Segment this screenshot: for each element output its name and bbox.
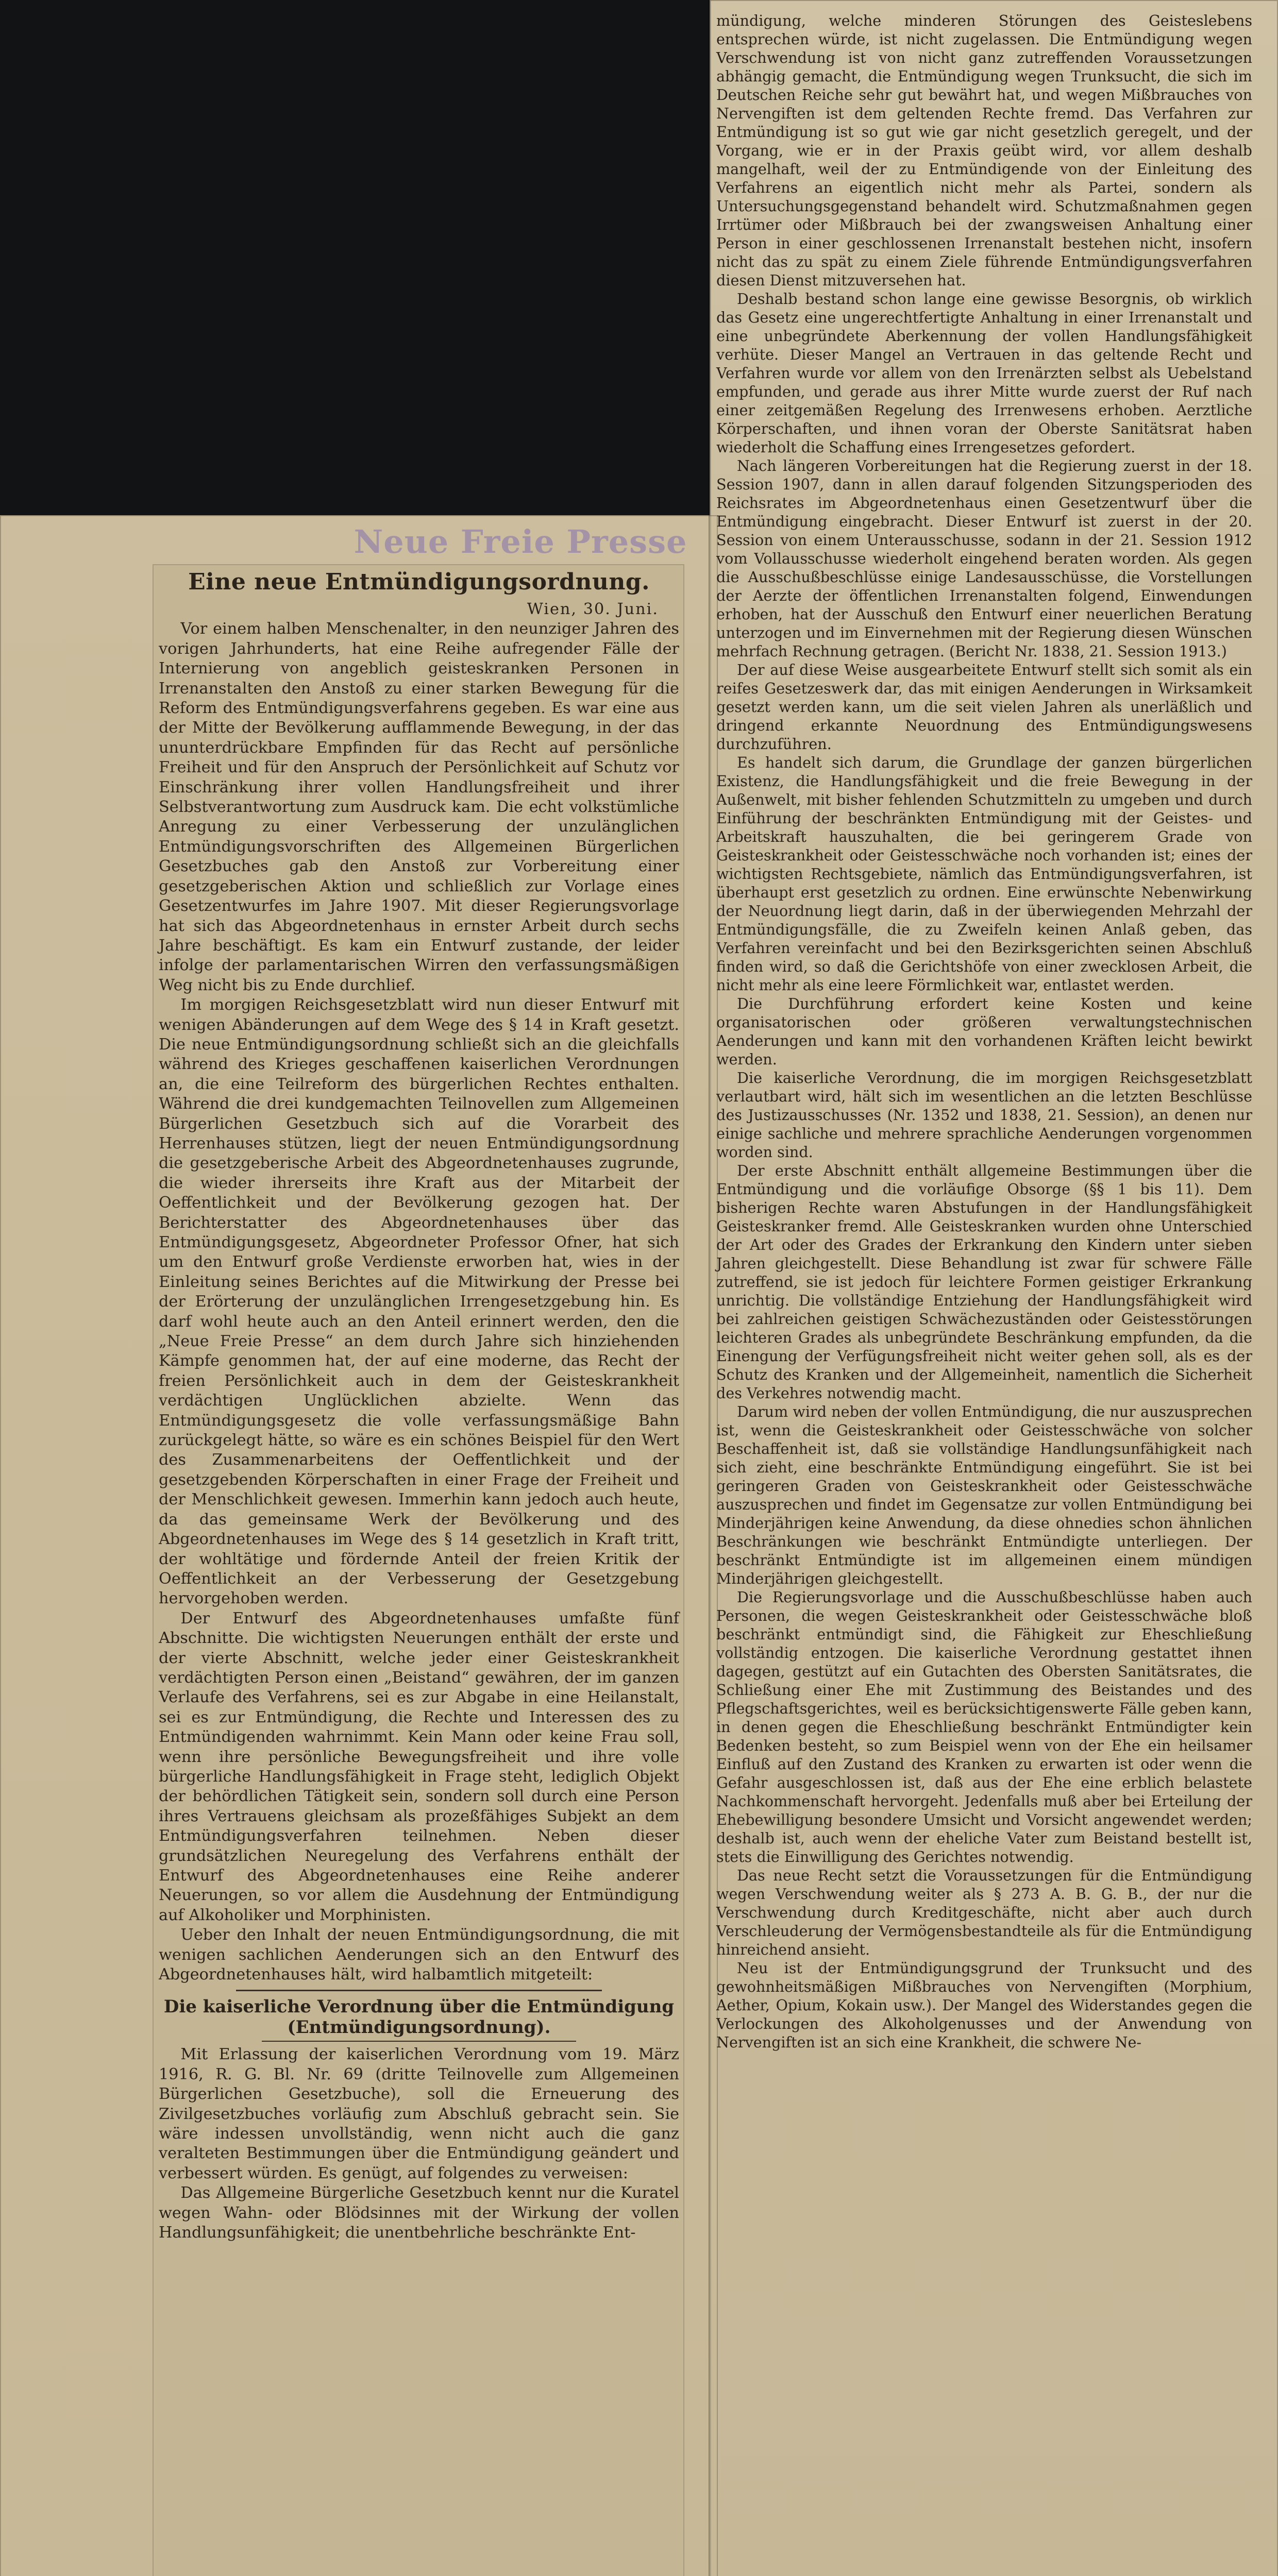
paragraph: Die Regierungsvorlage und die Ausschußbeschlüsse haben auch Personen, die wegen Geisteskrankheit oder Geistesschwäche bloß beschränkt entmündigt sind, die Fähigkeit zur Eheschließung vollständig entzogen. Die kaiserliche Verordnung gestattet ihnen dagegen, gestützt auf ein Gutachten des Obersten Sanitätsrates, die Schließung einer Ehe mit Zustimmung des Beistandes und des Pflegschaftsgerichtes, weil es berücksichtigenswerte Fälle geben kann, in denen gegen die Eheschließung beschränkt Entmündigter kein Bedenken besteht, so zum Beispiel wenn von der Ehe ein heilsamer Einfluß auf den Zustand des Kranken zu erwarten ist oder wenn die Gefahr ausgeschlossen ist, daß aus der Ehe eine erblich belastete Nachkommenschaft hervorgeht. Jedenfalls muß aber bei Erteilung der Ehebewilligung besondere Umsicht und Vorsicht angewendet werden; deshalb ist, auch wenn der eheliche Vater zum Beistand bestellt ist, stets die Einwilligung des Gerichtes notwendig. <box>716 1588 1252 1866</box>
paragraph: Ueber den Inhalt der neuen Entmündigungsordnung, die mit wenigen sachlichen Aenderungen sich an den Entwurf des Abgeordnetenhauses hält, wird halbamtlich mitgeteilt: <box>159 1926 679 1984</box>
paragraph: Der erste Abschnitt enthält allgemeine Bestimmungen über die Entmündigung und die vorläufige Obsorge (§§ 1 bis 11). Dem bisherigen Rechte waren Abstufungen in der Handlungsfähigkeit Geisteskranker fremd. Alle Geisteskranken wurden ohne Unterschied der Art oder des Grades der Erkrankung den Kindern unter sieben Jahren gleichgestellt. Diese Behandlung ist zwar für schwere Fälle zutreffend, sie ist jedoch für leichtere Formen geistiger Erkrankung unrichtig. Die vollständige Entziehung der Handlungsfähigkeit wird bei zahlreichen geistigen Schwächezuständen oder Geistesstörungen leichteren Grades als unbegründete Beschränkung empfunden, da die Einengung der Verfügungsfreiheit nicht weiter gehen soll, als es der Schutz des Kranken und der Allgemeinheit, namentlich die Sicherheit des Verkehres notwendig macht. <box>716 1162 1252 1402</box>
paragraph: Die kaiserliche Verordnung, die im morgigen Reichsgesetzblatt verlautbart wird, hält sich im wesentlichen an die letzten Beschlüsse des Justizausschusses (Nr. 1352 und 1838, 21. Session), an denen nur einige sachliche und mehrere sprachliche Aenderungen vorgenommen worden sind. <box>716 1069 1252 1161</box>
paragraph: Im morgigen Reichsgesetzblatt wird nun dieser Entwurf mit wenigen Abänderungen auf dem Wege des § 14 in Kraft gesetzt. Die neue Entmündigungsordnung schließt sich an die gleichfalls während des Krieges geschaffenen kaiserlichen Verordnungen an, die eine Teilreform des bürgerlichen Rechtes enthalten. Während die drei kundgemachten Teilnovellen zum Allgemeinen Bürgerlichen Gesetzbuch sich auf die Vorarbeit des Herrenhauses stützen, liegt der neuen Entmündigungsordnung die gesetzgeberische Arbeit des Abgeordnetenhauses zugrunde, die wieder ihrerseits ihre Kraft aus der Mitarbeit der Oeffentlichkeit und der Bevölkerung gezogen hat. Der Berichterstatter des Abgeordnetenhauses über das Entmündigungsgesetz, Abgeordneter Professor Ofner, hat sich um den Entwurf große Verdienste erworben hat, wies in der Einleitung seines Berichtes auf die Mitwirkung der Presse bei der Erörterung der unzulänglichen Irrengesetzgebung hin. Es darf wohl heute auch an den Anteil erinnert werden, den die „Neue Freie Presse“ an dem durch Jahre sich hinziehenden Kämpfe genommen hat, der auf eine moderne, das Recht der freien Persönlichkeit auch in dem der Geisteskrankheit verdächtigen Unglücklichen abzielte. Wenn das Entmündigungsgesetz die volle verfassungsmäßige Bahn zurückgelegt hätte, so wäre es ein schönes Beispiel für den Wert des Zusammenarbeitens der Oeffentlichkeit und der gesetzgebenden Körperschaften in einer Frage der Freiheit und der Menschlichkeit gewesen. Immerhin kann jedoch auch heute, da das gemeinsame Werk der Bevölkerung und des Abgeordnetenhauses im Wege des § 14 gesetzlich in Kraft tritt, der wohltätige und fördernde Anteil der freien Kritik der Oeffentlichkeit an der Verbesserung der Gesetzgebung hervorgehoben werden. <box>159 996 679 1608</box>
continuation-column <box>716 11 1252 2052</box>
paragraph: Mit Erlassung der kaiserlichen Verordnung vom 19. März 1916, R. G. Bl. Nr. 69 (dritte Teilnovelle zum Allgemeinen Bürgerlichen Gesetzbuche), soll die Erneuerung des Zivilgesetzbuches vorläufig zum Abschluß gebracht sein. Sie wäre indessen unvollständig, wenn nicht auch die ganz veralteten Bestimmungen über die Entmündigung geändert und verbessert würden. Es genügt, auf folgendes zu verweisen: <box>159 2045 679 2182</box>
newspaper-masthead: Neue Freie Presse <box>354 523 687 561</box>
paragraph: mündigung, welche minderen Störungen des Geisteslebens entsprechen würde, ist nicht zugelassen. Die Entmündigung wegen Verschwendung ist von nicht ganz zutreffenden Voraussetzungen abhängig gemacht, die Entmündigung wegen Trunksucht, die sich im Deutschen Reiche sehr gut bewährt hat, und wegen Mißbrauches von Nervengiften ist dem geltenden Rechte fremd. Das Verfahren zur Entmündigung ist so gut wie gar nicht gesetzlich geregelt, und der Vorgang, wie er in der Praxis geübt wird, vor allem deshalb mangelhaft, weil der zu Entmündigende von der Einleitung des Verfahrens an eigentlich nicht mehr als Partei, sondern als Untersuchungsgegenstand behandelt wird. Schutzmaßnahmen gegen Irrtümer oder Mißbrauch bei der zwangsweisen Anhaltung einer Person in einer geschlossenen Irrenanstalt bestehen nicht, insofern nicht das zu spät zu einem Ziele führende Entmündigungsverfahren diesen Dienst mitzuversehen hat. <box>716 12 1252 289</box>
section-divider <box>262 2041 576 2042</box>
section-heading-line: Die kaiserliche Verordnung über die Entmündigung <box>163 1996 675 2018</box>
paragraph: Der Entwurf des Abgeordnetenhauses umfaßte fünf Abschnitte. Die wichtigsten Neuerungen enthält der erste und der vierte Abschnitt, welche jeder einer Geisteskrankheit verdächtigten Person einen „Beistand“ gewähren, der im ganzen Verlaufe des Verfahrens, sei es zur Abgabe in eine Heilanstalt, sei es zur Entmündigung, die Rechte und Interessen des zu Entmündigenden wahrnimmt. Kein Mann oder keine Frau soll, wenn ihre persönliche Bewegungsfreiheit und ihre volle bürgerliche Handlungsfähigkeit in Frage steht, lediglich Objekt der behördlichen Tätigkeit sein, sondern soll durch eine Person ihres Vertrauens gleichsam als prozeßfähiges Subjekt an dem Entmündigungsverfahren teilnehmen. Neben dieser grundsätzlichen Neuregelung des Verfahrens enthält der Entwurf des Abgeordnetenhauses eine Reihe anderer Neuerungen, so vor allem die Ausdehnung der Entmündigung auf Alkoholiker und Morphinisten. <box>159 1609 679 1924</box>
paragraph: Vor einem halben Menschenalter, in den neunziger Jahren des vorigen Jahrhunderts, hat eine Reihe aufregender Fälle der Internierung von angeblich geisteskranken Personen in Irrenanstalten den Anstoß zu einer starken Bewegung für die Reform des Entmündigungsverfahrens gegeben. Es war eine aus der Mitte der Bevölkerung aufflammende Bewegung, in der das ununterdrückbare Empfinden für das Recht auf persönliche Freiheit und für den Anspruch der Persönlichkeit auf Schutz vor Einschränkung ihrer vollen Handlungsfreiheit und ihrer Selbstverantwortung zum Ausdruck kam. Die echt volkstümliche Anregung zu einer Verbesserung der unzulänglichen Entmündigungsvorschriften des Allgemeinen Bürgerlichen Gesetzbuches gab den Anstoß zur Vorbereitung einer gesetzgeberischen Aktion und schließlich zur Vorlage eines Gesetzentwurfes im Jahre 1907. Mit dieser Regierungsvorlage hat sich das Abgeordnetenhaus in ernster Arbeit durch sechs Jahre beschäftigt. Es kam ein Entwurf zustande, der leider infolge der parlamentarischen Wirren den verfassungsmäßigen Weg nicht bis zu Ende durchlief. <box>159 620 679 994</box>
paragraph: Die Durchführung erfordert keine Kosten und keine organisatorischen oder größeren verwaltungstechnischen Aenderungen und kann mit den vorhandenen Kräften leicht bewirkt werden. <box>716 995 1252 1068</box>
article-column <box>159 567 679 2243</box>
paragraph: Darum wird neben der vollen Entmündigung, die nur auszusprechen ist, wenn die Geisteskrankheit oder Geistesschwäche von solcher Beschaffenheit ist, daß sie vollständige Handlungsunfähigkeit nach sich zieht, eine beschränkte Entmündigung eingeführt. Sie ist bei geringeren Graden von Geisteskrankheit oder Geistesschwäche auszusprechen und findet im Gegensatze zur vollen Entmündigung bei Minderjährigen keine Anwendung, da diese ohnedies schon ähnlichen Beschränkungen wie beschränkt Entmündigte unterliegen. Der beschränkt Entmündigte ist im allgemeinen einem mündigen Minderjährigen gleichgestellt. <box>716 1403 1252 1587</box>
paragraph: Das Allgemeine Bürgerliche Gesetzbuch kennt nur die Kuratel wegen Wahn- oder Blödsinnes mit der Wirkung der vollen Handlungsunfähigkeit; die unentbehrliche beschränkte Ent- <box>159 2184 679 2242</box>
section-heading-line: (Entmündigungsordnung). <box>287 2017 551 2038</box>
fold-shadow <box>709 0 712 2576</box>
section-divider <box>236 1990 602 1991</box>
paragraph: Nach längeren Vorbereitungen hat die Regierung zuerst in der 18. Session 1907, dann in allen darauf folgenden Sitzungsperioden des Reichsrates im Abgeordnetenhaus einen Gesetzentwurf über die Entmündigung eingebracht. Dieser Entwurf ist zuerst in der 20. Session von einem Unterausschusse, sodann in der 21. Session 1912 vom Vollausschusse wiederholt eingehend beraten worden. Als gegen die Ausschußbeschlüsse einige Landesausschüsse, die Vorstellungen der Aerzte der öffentlichen Irrenanstalten folgend, Einwendungen erhoben, hat der Ausschuß den Entwurf einer neuerlichen Beratung unterzogen und im Einvernehmen mit der Regierung diesen Wünschen mehrfach Rechnung getragen. (Bericht Nr. 1838, 21. Session 1913.) <box>716 457 1252 660</box>
article-dateline: Wien, 30. Juni. <box>527 600 659 618</box>
paragraph: Der auf diese Weise ausgearbeitete Entwurf stellt sich somit als ein reifes Gesetzeswerk dar, das mit einigen Aenderungen in Wirksamkeit gesetzt werden kann, um die seit vielen Jahren als unerläßlich und dringend erkannte Neuordnung des Entmündigungswesens durchzuführen. <box>716 661 1252 753</box>
paragraph: Deshalb bestand schon lange eine gewisse Besorgnis, ob wirklich das Gesetz eine ungerechtfertigte Anhaltung in einer Irrenanstalt und eine unbegründete Aberkennung der vollen Handlungsfähigkeit verhüte. Dieser Mangel an Vertrauen in das geltende Recht und Verfahren wurde vor allem von den Irrenärzten selbst als Uebelstand empfunden, und gerade aus ihrer Mitte wurde zuerst der Ruf nach einer zeitgemäßen Regelung des Irrenwesens erhoben. Aerztliche Körperschaften, und ihnen voran der Oberste Sanitätsrat haben wiederholt die Schaffung eines Irrengesetzes gefordert. <box>716 290 1252 456</box>
paragraph: Neu ist der Entmündigungsgrund der Trunksucht und des gewohnheitsmäßigen Mißbrauches von Nervengiften (Morphium, Aether, Opium, Kokain usw.). Der Mangel des Widerstandes gegen die Verlockungen des Alkoholgenusses und der Anwendung von Nervengiften ist an sich eine Krankheit, die schwere Ne- <box>716 1959 1252 2051</box>
section-heading <box>159 1996 679 2038</box>
paragraph: Es handelt sich darum, die Grundlage der ganzen bürgerlichen Existenz, die Handlungsfähigkeit und die freie Bewegung in der Außenwelt, mit bisher fehlenden Schutzmitteln zu umgeben und durch Einführung der beschränkten Entmündigung mit der Geistes- und Arbeitskraft hauszuhalten, die bei geringerem Grade von Geisteskrankheit oder Geistesschwäche noch vorhanden ist; eines der wichtigsten Rechtsgebiete, nämlich das Entmündigungsverfahren, ist überhaupt erst gesetzlich zu ordnen. Eine erwünschte Nebenwirkung der Neuordnung liegt darin, daß in der überwiegenden Mehrzahl der Entmündigungsfälle, die zu Zweifeln keinen Anlaß geben, das Verfahren vereinfacht und bei den Bezirksgerichten seinen Abschluß finden wird, so daß die Gerichtshöfe von einer zwecklosen Arbeit, die nicht mehr als eine leere Förmlichkeit war, entlastet werden. <box>716 754 1252 994</box>
paragraph: Das neue Recht setzt die Voraussetzungen für die Entmündigung wegen Verschwendung weiter als § 273 A. B. G. B., der nur die Verschwendung durch Kreditgeschäfte, nicht aber auch durch Verschleuderung der Vermögensbestandteile als für die Entmündigung hinreichend ansieht. <box>716 1867 1252 1958</box>
article-headline: Eine neue Entmündigungsordnung. <box>188 569 650 595</box>
